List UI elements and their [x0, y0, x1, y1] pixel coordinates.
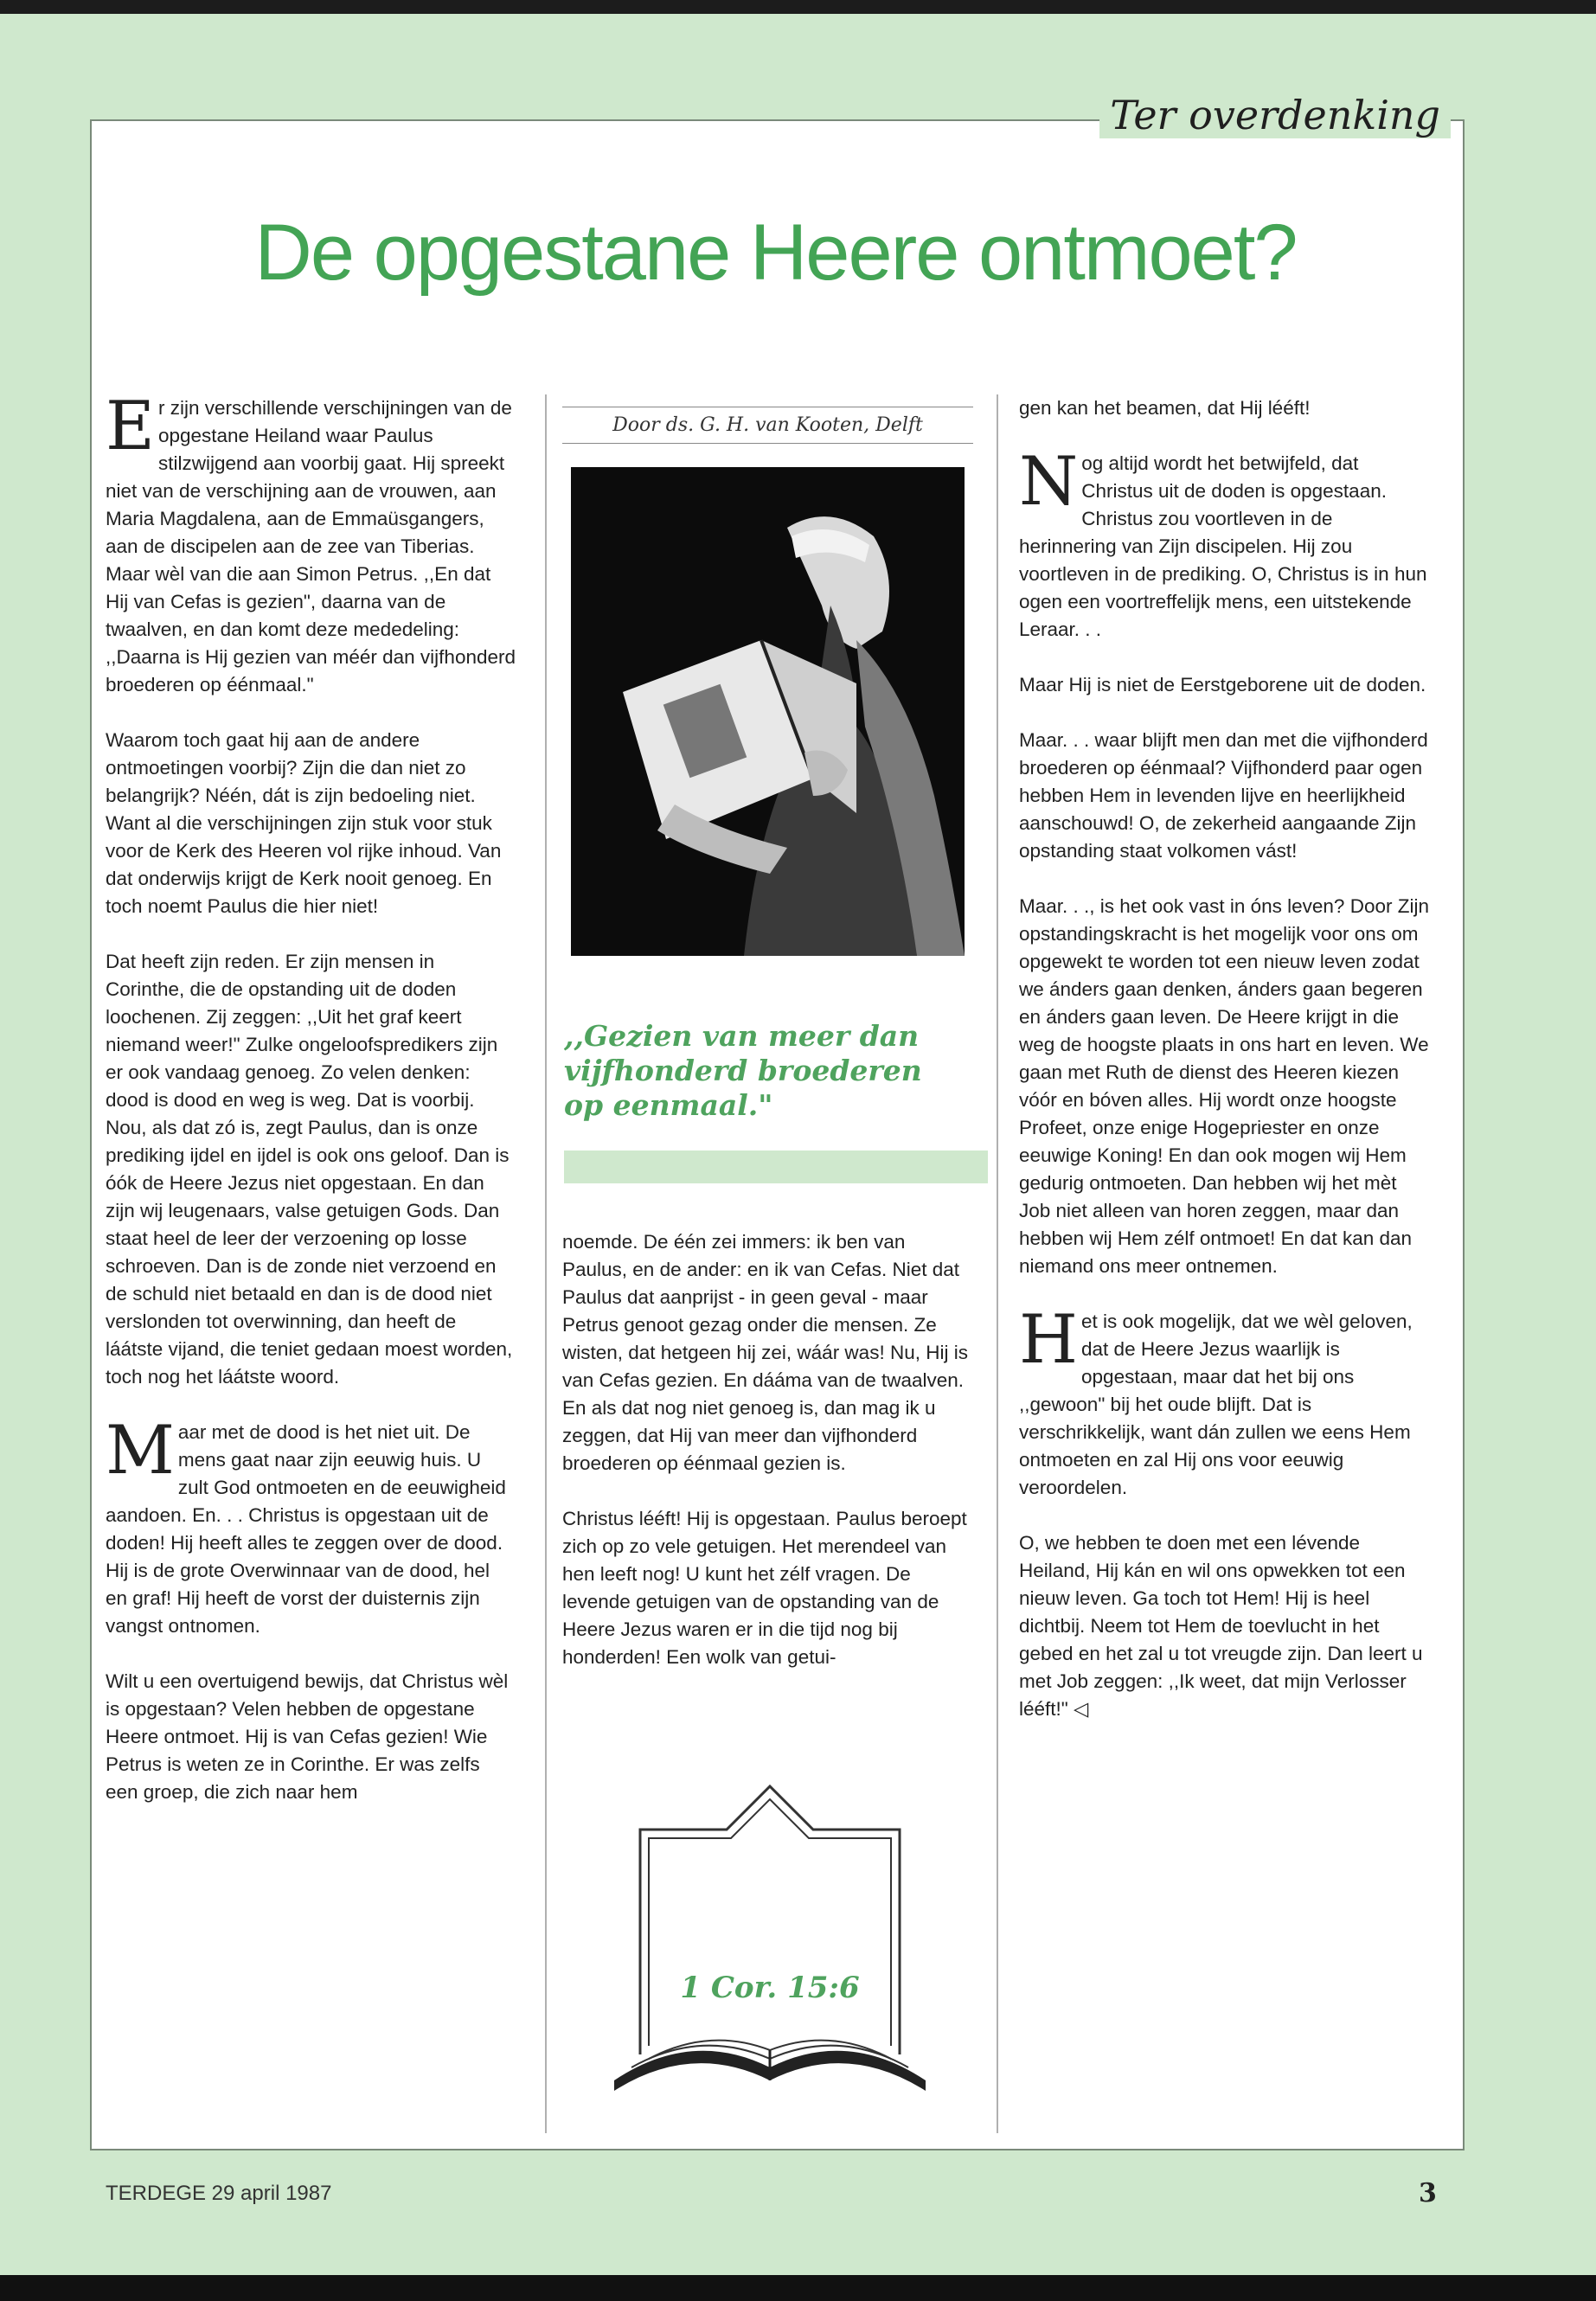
paragraph: gen kan het beamen, dat Hij lééft!	[1019, 397, 1311, 419]
paragraph: Het is ook mogelijk, dat we wèl geloven, dat de Heere Jezus waarlijk is opgestaan, maar dat het bij ons ,,gewoon" bij het oude blijft. Dat is verschrikkelijk, want dán zullen we eens Hem ontmoeten en zal Hij ons voor eeuwig veroordelen.	[1019, 1301, 1413, 1498]
article-column-2	[562, 1228, 973, 1699]
paragraph: Christus lééft! Hij is opgestaan. Paulus beroept zich op zo vele getuigen. Het merendeel van hen leeft nog! U kunt het zélf vragen. De levende getuigen van de opstanding van de Heere Jezus waren er in die tijd nog bij honderden! Een wolk van getui-	[562, 1508, 967, 1668]
paragraph: Dat heeft zijn reden. Er zijn mensen in Corinthe, die de opstanding uit de doden loochenen. Zij zeggen: ,,Uit het graf keert niemand weer!" Zulke ongeloofspredikers zijn er ook vandaag genoeg. Zo velen denken: dood is dood en weg is weg. Dat is voorbij. Nou, als dat zó is, zegt Paulus, dan is onze prediking ijdel en ijdel is ook ons geloof. Dan is óók de Heere Jezus niet opgestaan. En dan zijn wij leugenaars, valse getuigen Gods. Dan staat heel de leer der verzoening op losse schroeven. Dan is de zonde niet verzoend en de schuld niet betaald en dan is de dood niet verslonden tot overwinning, dan heeft de láátste vijand, die teniet gedaan moest worden, toch nog het láátste woord.	[106, 951, 513, 1388]
paragraph: Maar met de dood is het niet uit. De mens gaat naar zijn eeuwig huis. U zult God ontmoeten en de eeuwigheid aandoen. En. . . Christus is opgestaan uit de doden! Hij heeft alles te zeggen over de dood. Hij is de grote Overwinnaar van de dood, hel en graf! Hij heeft de vorst der duisternis zijn vangst ontnomen.	[106, 1412, 506, 1637]
pull-quote: ,,Gezien van meer dan vijfhonderd broederen op eenmaal."	[564, 1019, 922, 1122]
paragraph: Nog altijd wordt het betwijfeld, dat Christus uit de doden is opgestaan. Christus zou voortleven in de herinnering van Zijn discipelen. Hij zou voortleven in de prediking. O, Christus is in hun ogen een voortreffelijk mens, een uitstekende Leraar. . .	[1019, 443, 1427, 640]
paragraph: O, we hebben te doen met een lévende Heiland, Hij kán en wil ons opwekken tot een nieuw leven. Ga toch tot Hem! Hij is heel dichtbij. Neem tot Hem de toevlucht in het gebed en het zal u tot vreugde zijn. Dan leert u met Job zeggen: ,,Ik weet, dat mijn Verlosser lééft!" ◁	[1019, 1532, 1423, 1720]
drop-cap: M	[106, 1412, 175, 1490]
scan-top-edge	[0, 0, 1596, 14]
scripture-frame	[597, 1769, 943, 2098]
article-column-1	[106, 388, 516, 1834]
paragraph: Wilt u een overtuigend bewijs, dat Christus wèl is opgestaan? Velen hebben de opgestane Heere ontmoet. Hij is van Cefas gezien! Wie Petrus is weten ze in Corinthe. Er was zelfs een groep, die zich naar hem	[106, 1670, 509, 1803]
byline: Door ds. G. H. van Kooten, Delft	[562, 407, 973, 444]
scan-bottom-edge	[0, 2275, 1596, 2301]
drop-cap: N	[1019, 443, 1079, 521]
column-divider	[545, 394, 547, 2133]
scripture-reference: 1 Cor. 15:6	[680, 1971, 860, 2005]
page-title: De opgestane Heere ontmoet?	[254, 208, 1297, 297]
footer-publication: TERDEGE 29 april 1987	[106, 2182, 332, 2205]
pull-quote-bar	[564, 1150, 988, 1183]
drop-cap: H	[1019, 1301, 1079, 1379]
section-label: Ter overdenking	[1099, 92, 1451, 138]
page-number: 3	[1419, 2178, 1437, 2208]
paragraph: Maar. . ., is het ook vast in óns leven? Door Zijn opstandingskracht is het mogelijk voor ons om opgewekt te worden tot een nieuw leven zodat we ánders gaan denken, ánders gaan begeren en ánders gaan leven. De Heere krijgt in die weg de hoogste plaats in ons hart en leven. We gaan met Ruth de dienst des Heeren kiezen vóór en bóven alles. Hij wordt onze hoogste Profeet, onze enige Hogepriester en onze eeuwige Koning! En dan ook mogen wij Hem gedurig ontmoeten. Dan hebben wij het mèt Job niet alleen van horen zeggen, maar dan hebben wij Hem zélf ontmoet! En dat kan dan niemand ons meer ontnemen.	[1019, 895, 1429, 1277]
paragraph: Er zijn verschillende verschijningen van de opgestane Heiland waar Paulus stilzwijgend aan voorbij gaat. Hij spreekt niet van de verschijning aan de vrouwen, aan Maria Magdalena, aan de Emmaüsgangers, aan de discipelen aan de zee van Tiberias. Maar wèl van die aan Simon Petrus. ,,En dat Hij van Cefas is gezien", daarna van de twaalven, en dan komt deze mededeling: ,,Daarna is Hij gezien van méér dan vijfhonderd broederen op éénmaal."	[106, 388, 516, 695]
paragraph: noemde. De één zei immers: ik ben van Paulus, en de ander: en ik van Cefas. Niet dat Paulus dat aanprijst - in geen geval - maar Petrus genoot gezag onder die mensen. Ze wisten, dat hetgeen hij zei, wáár was! Nu, Hij is van Cefas gezien. En dááma van de twaalven. En als dat nog niet genoeg is, dan mag ik u zeggen, dat Hij van meer dan vijfhonderd broederen op éénmaal gezien is.	[562, 1231, 968, 1474]
column-divider	[997, 394, 998, 2133]
paragraph: Waarom toch gaat hij aan de andere ontmoetingen voorbij? Zijn die dan niet zo belangrijk? Néén, dát is zijn bedoeling niet. Want al die verschijningen zijn stuk voor stuk voor de Kerk des Heeren vol rijke inhoud. Van dat onderwijs krijgt de Kerk nooit genoeg. En toch noemt Paulus die hier niet!	[106, 729, 502, 917]
article-column-3	[1019, 394, 1433, 1751]
paragraph: Maar Hij is niet de Eerstgeborene uit de doden.	[1019, 674, 1426, 695]
drop-cap: E	[106, 388, 155, 465]
paragraph: Maar. . . waar blijft men dan met die vijfhonderd broederen op éénmaal? Vijfhonderd paar ogen hebben Hem in levenden lijve en heerlijkheid aanschouwd! O, de zekerheid aangaande Zijn opstanding staat volkomen vást!	[1019, 729, 1428, 862]
illustration-old-woman-reading	[571, 467, 965, 956]
